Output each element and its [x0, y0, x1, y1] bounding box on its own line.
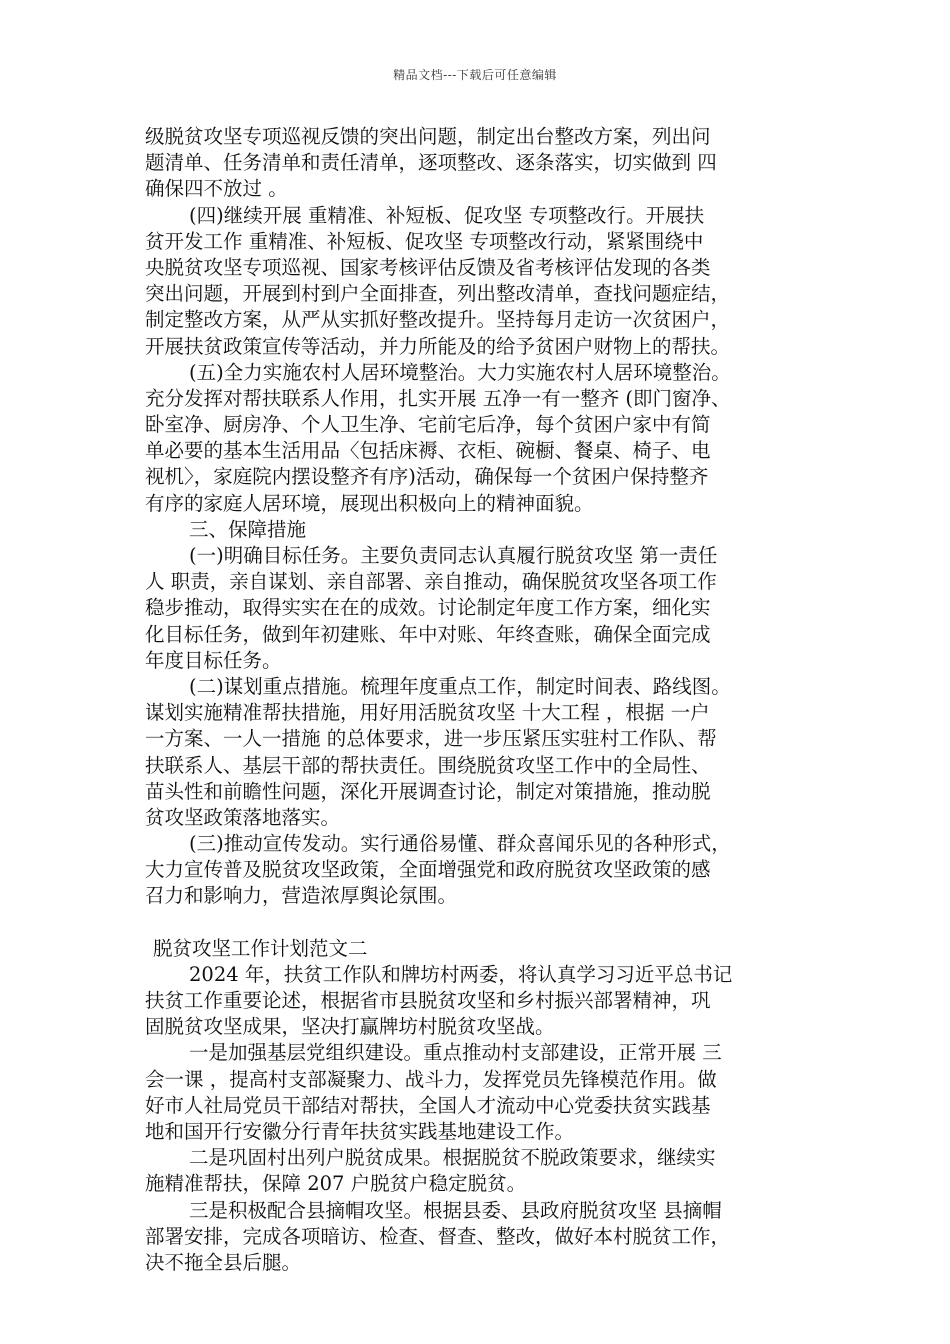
text-line: 部署安排，完成各项暗访、检查、督查、整改，做好本村脱贫工作，	[145, 1224, 731, 1248]
text-line: 化目标任务，做到年初建账、年中对账、年终查账，确保全面完成	[145, 622, 711, 646]
document-body	[145, 124, 813, 1276]
text-line: 级脱贫攻坚专项巡视反馈的突出问题，制定出台整改方案，列出问	[145, 125, 711, 148]
text-line: 三是积极配合县摘帽攻坚。根据县委、县政府脱贫攻坚 县摘帽	[189, 1198, 722, 1222]
text-line: 二是巩固村出列户脱贫成果。根据脱贫不脱政策要求，继续实	[189, 1146, 716, 1170]
text-line: 单必要的基本生活用品〈包括床褥、衣柜、碗橱、餐桌、椅子、电	[145, 439, 711, 463]
text-line: 扶联系人、基层干部的帮扶责任。围绕脱贫攻坚工作中的全局性、	[145, 753, 711, 777]
text-line: 确保四不放过 。	[145, 177, 288, 201]
page-header: 精品文档---下载后可任意编辑	[393, 68, 557, 82]
text-line: 人 职责，亲自谋划、亲自部署、亲自推动，确保脱贫攻坚各项工作	[145, 570, 717, 594]
text-line: 地和国开行安徽分行青年扶贫实践基地建设工作。	[145, 1119, 575, 1143]
text-line: (四)继续开展 重精准、补短板、促攻坚 专项整改行。开展扶	[189, 203, 705, 227]
text-line: 贫攻坚政策落地落实。	[145, 805, 341, 829]
text-line: 央脱贫攻坚专项巡视、国家考核评估反馈及省考核评估发现的各类	[145, 255, 711, 279]
text-line: 卧室净、厨房净、个人卫生净、宅前宅后净，每个贫困户家中有简	[145, 413, 711, 437]
text-line: 一是加强基层党组织建设。重点推动村支部建设，正常开展 三	[189, 1041, 722, 1065]
text-line: 扶贫工作重要论述，根据省市县脱贫攻坚和乡村振兴部署精神，巩	[145, 989, 711, 1012]
text-line: 谋划实施精准帮扶措施，用好用活脱贫攻坚 十大工程 ，根据 一户	[145, 701, 710, 725]
text-line: 决不拖全县后腿。	[145, 1250, 302, 1274]
text-line: 施精准帮扶，保障 207 户脱贫户稳定脱贫。	[145, 1172, 527, 1196]
text-line: 会一课 ，提高村支部凝聚力、战斗力，发挥党员先锋模范作用。做	[145, 1067, 717, 1091]
text-line: 贫开发工作 重精准、补短板、促攻坚 专项整改行动，紧紧围绕中	[145, 229, 704, 253]
text-line: (二)谋划重点措施。梳理年度重点工作，制定时间表、路线图。	[189, 674, 731, 698]
text-line: 稳步推动，取得实实在在的成效。讨论制定年度工作方案，细化实	[145, 596, 711, 620]
text-line: 大力宣传普及脱贫攻坚政策，全面增强党和政府脱贫攻坚政策的感	[145, 858, 711, 882]
text-line: (一)明确目标任务。主要负责同志认真履行脱贫攻坚 第一责任	[189, 544, 718, 567]
text-line: 召力和影响力，营造浓厚舆论氛围。	[145, 884, 458, 908]
text-line: 固脱贫攻坚成果，坚决打赢牌坊村脱贫攻坚战。	[145, 1015, 555, 1039]
section-one-text	[145, 124, 813, 910]
text-line: 突出问题，开展到村到户全面排查，列出整改清单，查找问题症结，	[145, 282, 731, 306]
section-two-text	[145, 962, 813, 1276]
text-line: 制定整改方案，从严从实抓好整改提升。坚持每月走访一次贫困户，	[145, 308, 731, 332]
text-line: 有序的家庭人居环境，展现出积极向上的精神面貌。	[145, 491, 594, 515]
text-line: 苗头性和前瞻性问题，深化开展调查讨论，制定对策措施，推动脱	[145, 779, 711, 803]
text-line: 充分发挥对帮扶联系人作用，扎实开展 五净一有一整齐 (即门窗净、	[145, 386, 731, 410]
section-two-title: 脱贫攻坚工作计划范文二	[153, 936, 368, 960]
text-line: 一方案、一人一措施 的总体要求，进一步压紧压实驻村工作队、帮	[145, 727, 717, 751]
text-line: 开展扶贫政策宣传等活动，并力所能及的给予贫困户财物上的帮扶。	[145, 334, 731, 358]
text-line: 年度目标任务。	[145, 648, 282, 672]
text-line: 好市人社局党员干部结对帮扶，全国人才流动中心党委扶贫实践基	[145, 1093, 711, 1117]
text-line: 2024 年，扶贫工作队和牌坊村两委，将认真学习习近平总书记	[189, 962, 733, 986]
text-line: 视机〉，家庭院内摆设整齐有序)活动，确保每一个贫困户保持整齐	[145, 465, 709, 489]
text-line: 题清单、任务清单和责任清单，逐项整改、逐条落实，切实做到 四	[145, 151, 717, 175]
text-line: (三)推动宣传发动。实行通俗易懂、群众喜闻乐见的各种形式，	[189, 832, 731, 856]
text-line: 三、保障措施	[189, 517, 307, 541]
section-gap	[145, 910, 813, 936]
text-line: (五)全力实施农村人居环境整治。大力实施农村人居环境整治。	[189, 360, 731, 384]
